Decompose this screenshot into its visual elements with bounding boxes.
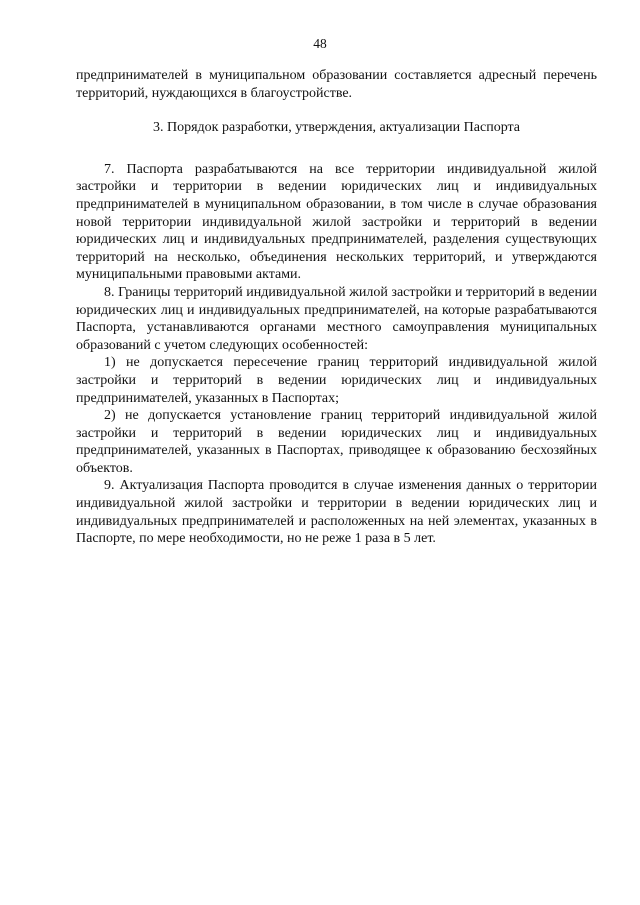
- paragraph-7: 7. Паспорта разрабатываются на все территории индивидуальной жилой застройки и территории в ведении юридических лиц и индивидуальных предпринимателей в муниципальном образовании, в том числе в случае образования новой территории индивидуальной жилой застройки и территорий в ведении юридических лиц и индивидуальных предпринимателей, разделения существующих территорий на несколько, объединения нескольких территорий, и утверждаются муниципальными правовыми актами.: [76, 161, 597, 283]
- page-number: 48: [313, 36, 327, 51]
- paragraph-9: 9. Актуализация Паспорта проводится в случае изменения данных о территории индивидуальной жилой застройки и территории в ведении юридических лиц и индивидуальных предпринимателей и расположенных на ней элементах, указанных в Паспорте, по мере необходимости, но не реже 1 раза в 5 лет.: [76, 478, 597, 547]
- document-body: [76, 67, 597, 548]
- paragraph-8: 8. Границы территорий индивидуальной жилой застройки и территорий в ведении юридических лиц и индивидуальных предпринимателей, на которые разрабатываются Паспорта, устанавливаются органами местного самоуправления муниципальных образований с учетом следующих особенностей:: [76, 284, 597, 353]
- paragraph-8-item-1: 1) не допускается пересечение границ территорий индивидуальной жилой застройки и территорий в ведении юридических лиц и индивидуальных предпринимателей, указанных в Паспортах;: [76, 355, 597, 406]
- paragraph-continuation: предпринимателей в муниципальном образовании составляется адресный перечень территорий, нуждающихся в благоустройстве.: [76, 68, 597, 101]
- paragraph-8-item-2: 2) не допускается установление границ территорий индивидуальной жилой застройки и территорий в ведении юридических лиц и индивидуальных предпринимателей, указанных в Паспортах, приводящее к образованию бесхозяйных объектов.: [76, 408, 597, 476]
- section-heading: 3. Порядок разработки, утверждения, актуализации Паспорта: [152, 120, 521, 136]
